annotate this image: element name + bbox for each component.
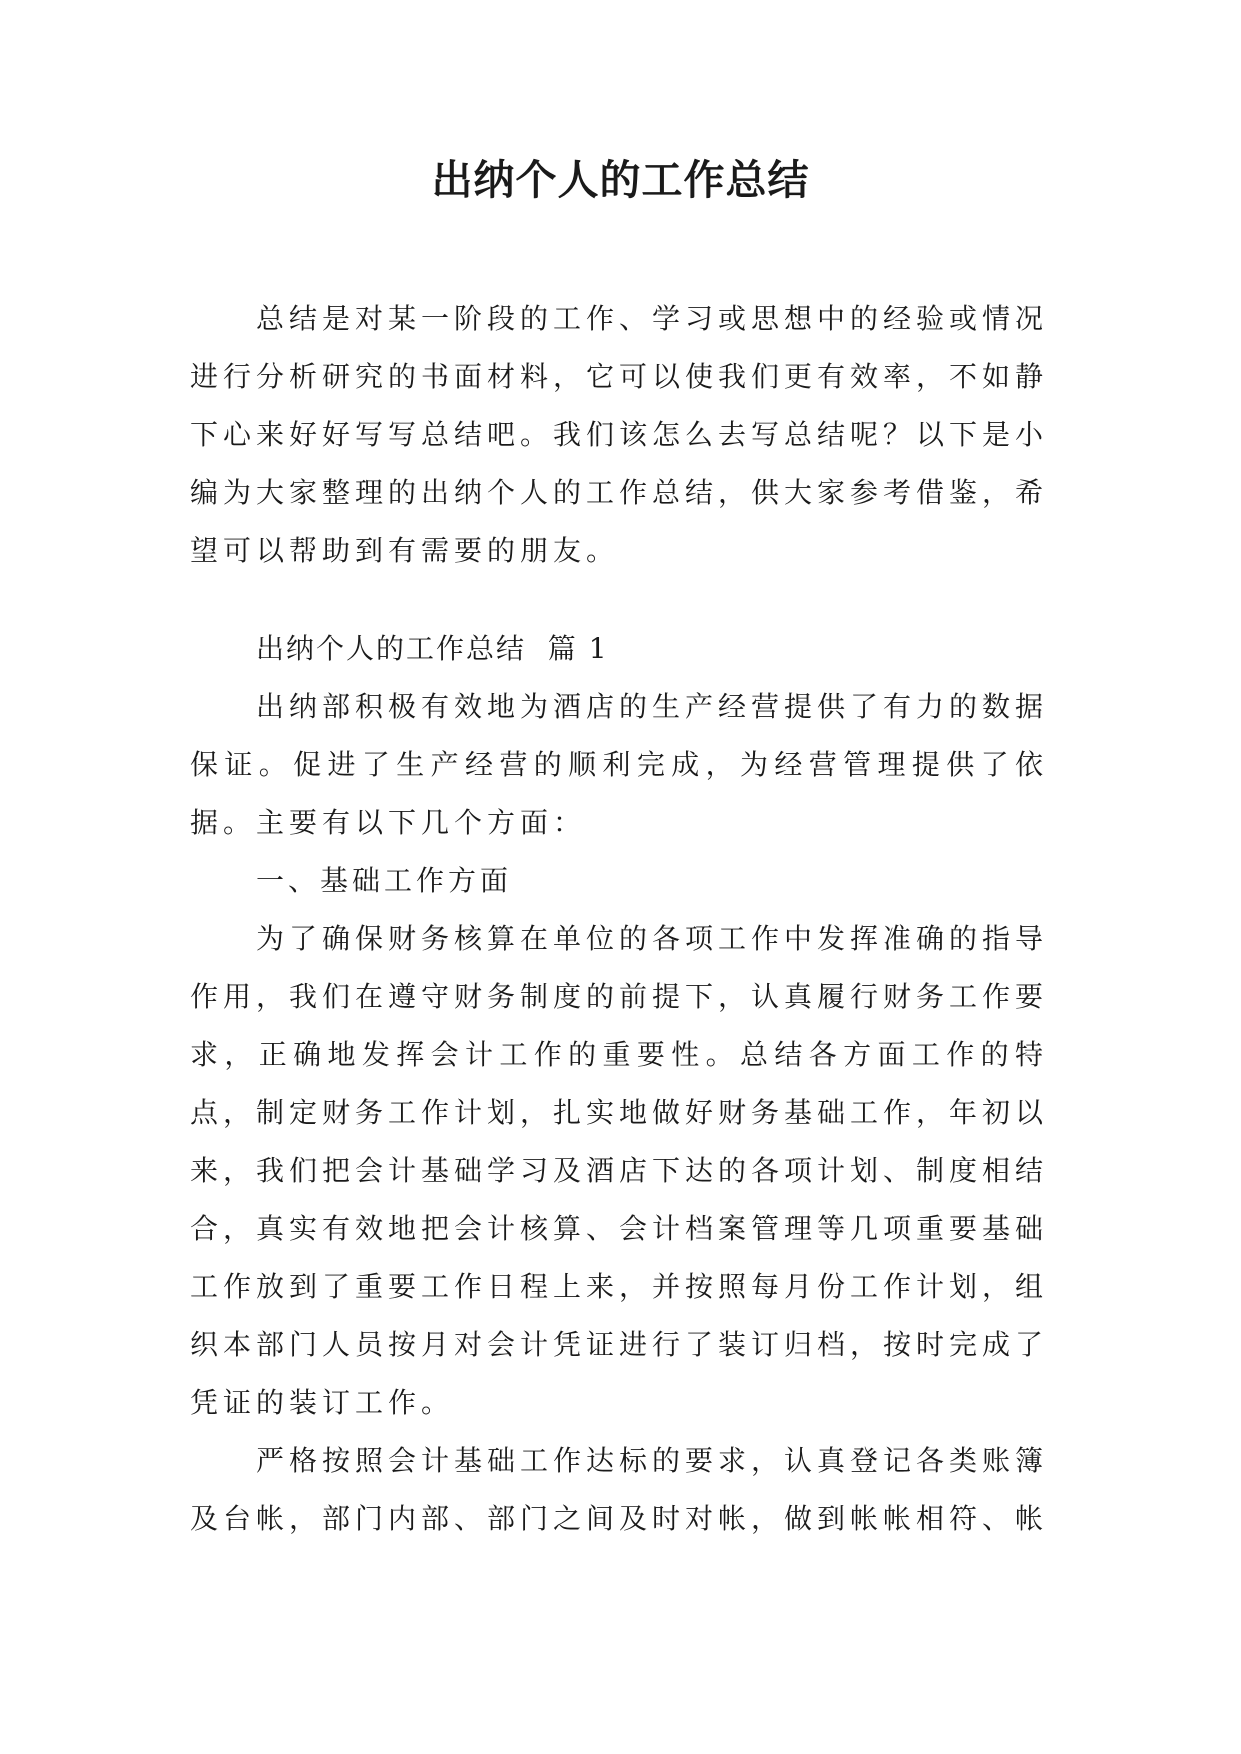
section-intro-paragraph: 出纳部积极有效地为酒店的生产经营提供了有力的数据保证。促进了生产经营的顺利完成，为经营管理提供了依据。主要有以下几个方面： bbox=[190, 690, 1049, 839]
intro-paragraph: 总结是对某一阶段的工作、学习或思想中的经验或情况进行分析研究的书面材料，它可以使我们更有效率，不如静下心来好好写写总结吧。我们该怎么去写总结呢？以下是小编为大家整理的出纳个人的工作总结，供大家参考借鉴，希望可以帮助到有需要的朋友。 bbox=[190, 302, 1049, 567]
body-paragraph-2: 严格按照会计基础工作达标的要求，认真登记各类账簿及台帐，部门内部、部门之间及时对帐，做到帐帐相符、帐 bbox=[190, 1444, 1049, 1535]
document-title: 出纳个人的工作总结 bbox=[431, 156, 810, 204]
document-body bbox=[190, 290, 1048, 1548]
body-paragraph-1: 为了确保财务核算在单位的各项工作中发挥准确的指导作用，我们在遵守财务制度的前提下，认真履行财务工作要求，正确地发挥会计工作的重要性。总结各方面工作的特点，制定财务工作计划，扎实地做好财务基础工作，年初以来，我们把会计基础学习及酒店下达的各项计划、制度相结合，真实有效地把会计核算、会计档案管理等几项重要基础工作放到了重要工作日程上来，并按照每月份工作计划，组织本部门人员按月对会计凭证进行了装订归档，按时完成了凭证的装订工作。 bbox=[190, 922, 1049, 1419]
subheading-basic-work: 一、基础工作方面 bbox=[256, 864, 513, 897]
section-heading: 出纳个人的工作总结 篇 1 bbox=[256, 632, 609, 665]
